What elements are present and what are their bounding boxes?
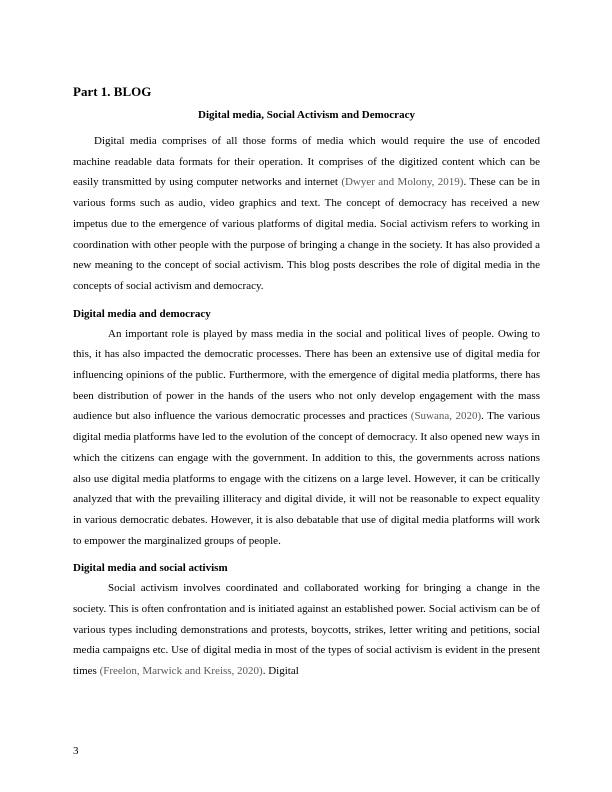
activism-paragraph xyxy=(73,578,540,682)
democracy-paragraph xyxy=(73,324,540,552)
section-heading-activism: Digital media and social activism xyxy=(73,562,228,575)
democracy-text-continued: . The various digital media platforms have led to the evolution of the concept of democracy. It also opened new ways in which the citizens can engage with the government. In addition to this, the governments across nations also use digital media platforms to engage with the citizens on a large level. However, it can be critically analyzed that with the prevailing illiteracy and digital divide, it will not be reasonable to expect equality in various democratic debates. However, it is also debatable that use of digital media platforms will work to empower the marginalized groups of people. xyxy=(73,410,540,547)
page-number: 3 xyxy=(73,745,79,757)
section-heading-democracy: Digital media and democracy xyxy=(73,307,211,320)
part-heading: Part 1. BLOG xyxy=(73,84,152,99)
activism-text-continued: . Digital xyxy=(262,665,299,678)
citation-dwyer-molony: (Dwyer and Molony, 2019) xyxy=(341,176,464,189)
blog-title: Digital media, Social Activism and Democracy xyxy=(198,109,415,121)
intro-text: Digital media comprises of all those forms of media which would require the use of encoded machine readable data formats for their operation. It comprises of the digitized content which can be easily transmitted by using computer networks and internet xyxy=(73,135,540,189)
intro-paragraph xyxy=(73,131,540,297)
democracy-text: An important role is played by mass media in the social and political lives of people. Owing to this, it has also impacted the democratic processes. There has been an extensive use of digital media for influencing opinions of the public. Furthermore, with the emergence of digital media platforms, there has been distribution of power in the hands of the users who not only develop engagement with the mass audience but also influence the various democratic processes and practices xyxy=(73,327,540,423)
intro-text-continued: . These can be in various forms such as audio, video graphics and text. The concept of democracy has received a new impetus due to the emergence of various platforms of digital media. Social activism refers to working in coordination with other people with the purpose of bringing a change in the society. It has also provided a new meaning to the concept of social activism. This blog posts describes the role of digital media in the concepts of social activism and democracy. xyxy=(73,176,540,292)
citation-suwana: (Suwana, 2020) xyxy=(410,410,482,423)
page-content xyxy=(73,84,540,682)
activism-text: Social activism involves coordinated and collaborated working for bringing a change in the society. This is often confrontation and is initiated against an established power. Social activism can be of various types including demonstrations and protests, boycotts, strikes, letter writing and petitions, social media campaigns etc. Use of digital media in most of the types of social activism is evident in the present times xyxy=(73,582,540,678)
citation-freelon-marwick-kreiss: (Freelon, Marwick and Kreiss, 2020) xyxy=(99,665,263,678)
